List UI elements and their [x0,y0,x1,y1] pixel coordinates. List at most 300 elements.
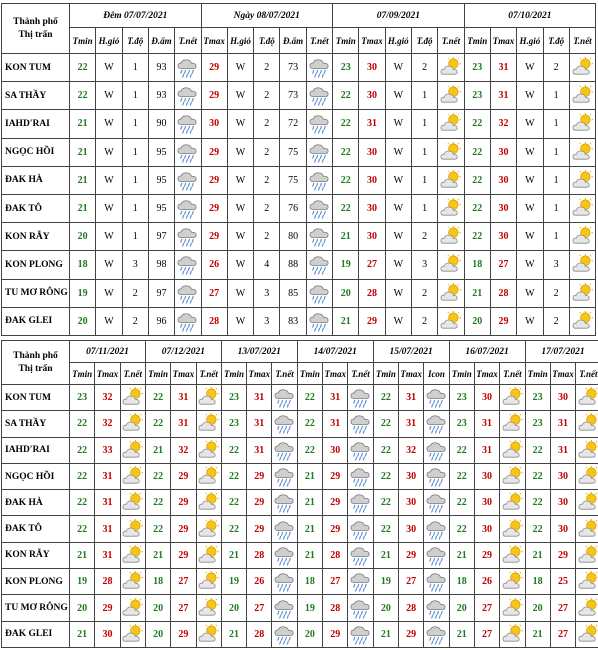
tmin-value: 22 [297,385,322,411]
table-row [2,463,598,489]
cloud-rain-icon [425,466,447,487]
tmax-value: 29 [201,166,227,194]
tmin-value: 18 [145,569,170,595]
cloud-rain-icon [349,545,371,566]
weather-icon-cell [500,463,525,489]
weather-icon-cell [438,223,464,251]
sun-cloud-icon [439,170,462,191]
tmax-value: 29 [201,223,227,251]
tmax-value: 29 [398,621,423,647]
city-header [2,341,70,385]
weather-icon-cell [272,411,297,437]
weather-icon-cell [569,251,595,279]
weather-icon-cell [576,385,598,411]
weather-icon-cell [175,82,201,110]
weather-icon-cell [438,307,464,335]
weather-icon-cell [196,385,221,411]
city-name: ĐAK TÔ [2,516,70,542]
wind-direction: W [96,138,122,166]
column-header: Tmin [70,28,96,54]
tmax-value: 32 [490,110,516,138]
cloud-rain-icon [425,440,447,461]
weather-icon-cell [272,542,297,568]
tmax-value: 27 [550,595,575,621]
tmax-value: 30 [474,463,499,489]
weather-icon-cell [576,463,598,489]
sun-cloud-icon [198,598,220,619]
wind-direction: W [517,82,543,110]
weather-icon-cell [576,490,598,516]
table-row [2,279,596,307]
weather-icon-cell [175,279,201,307]
tmax-value: 29 [490,307,516,335]
humidity-value: 97 [148,223,174,251]
tmax-value: 29 [323,490,348,516]
tmax-value: 28 [323,542,348,568]
tmax-value: 31 [171,385,196,411]
tmax-value: 29 [550,542,575,568]
tmax-value: 28 [247,621,272,647]
wind-direction: W [517,166,543,194]
tmax-value: 27 [201,279,227,307]
weather-icon-cell [348,542,373,568]
tmin-value: 20 [70,223,96,251]
tmin-value: 22 [297,437,322,463]
weather-icon-cell [348,621,373,647]
cloud-rain-icon [176,57,199,78]
sun-cloud-icon [571,198,594,219]
weather-icon-cell [438,194,464,222]
weather-icon-cell [438,138,464,166]
sun-cloud-icon [571,254,594,275]
wind-level: 2 [254,110,280,138]
tmin-value: 18 [70,251,96,279]
tmin-value: 20 [464,307,490,335]
tmax-value: 25 [550,569,575,595]
cloud-rain-icon [308,142,331,163]
cloud-rain-icon [176,283,199,304]
tmin-value: 21 [297,542,322,568]
table-row [2,307,596,335]
tmax-value: 30 [398,463,423,489]
tmax-value: 31 [398,411,423,437]
city-header-line1: Thành phố [13,350,58,361]
tmin-value: 22 [449,490,474,516]
cloud-rain-icon [349,466,371,487]
weather-icon-cell [576,411,598,437]
tmin-value: 22 [70,82,96,110]
city-name: ĐAK TÔ [2,194,70,222]
weather-icon-cell [500,490,525,516]
humidity-value: 88 [280,251,306,279]
tmin-value: 21 [297,463,322,489]
tmin-value: 22 [464,110,490,138]
tmax-value: 28 [359,279,385,307]
tmax-value: 31 [359,110,385,138]
weather-icon-cell [272,621,297,647]
weather-icon-cell [348,516,373,542]
wind-level: 1 [122,82,148,110]
wind-level: 3 [254,307,280,335]
tmax-value: 26 [474,569,499,595]
tmin-value: 22 [449,463,474,489]
wind-level: 2 [122,307,148,335]
tmin-value: 22 [297,411,322,437]
tmax-value: 29 [171,463,196,489]
weather-icon-cell [120,621,145,647]
sun-cloud-icon [577,624,598,645]
weather-icon-cell [424,437,449,463]
weather-icon-cell [196,569,221,595]
wind-level: 2 [411,223,437,251]
tmin-value: 23 [464,54,490,82]
tmax-value: 30 [490,223,516,251]
weather-icon-cell [438,166,464,194]
tmin-value: 21 [145,542,170,568]
weather-icon-cell [306,194,332,222]
wind-direction: W [227,110,253,138]
weather-icon-cell [196,437,221,463]
wind-level: 2 [254,166,280,194]
column-header: H.gió [227,28,253,54]
tmax-value: 31 [95,516,120,542]
humidity-value: 83 [280,307,306,335]
weather-icon-cell [576,595,598,621]
column-header: Tmax [201,28,227,54]
tmin-value: 19 [297,595,322,621]
humidity-value: 85 [280,279,306,307]
day-header: 15/07/2021 [373,341,449,363]
weather-icon-cell [120,411,145,437]
cloud-rain-icon [273,545,295,566]
cloud-rain-icon [349,492,371,513]
column-header-row [2,363,598,385]
table-row [2,194,596,222]
weather-icon-cell [500,385,525,411]
cloud-rain-icon [349,598,371,619]
weather-icon-cell [272,463,297,489]
weather-icon-cell [424,411,449,437]
day-header-row [2,4,596,28]
weather-icon-cell [120,516,145,542]
sun-cloud-icon [577,492,598,513]
tmax-value: 30 [474,385,499,411]
humidity-value: 95 [148,138,174,166]
humidity-value: 80 [280,223,306,251]
cloud-rain-icon [308,170,331,191]
tmin-value: 22 [464,194,490,222]
column-header: H.gió [96,28,122,54]
table-row [2,569,598,595]
weather-icon-cell [424,385,449,411]
cloud-rain-icon [349,624,371,645]
wind-direction: W [385,194,411,222]
tmin-value: 21 [525,621,550,647]
sun-cloud-icon [501,598,523,619]
humidity-value: 95 [148,166,174,194]
table-row [2,437,598,463]
tmax-value: 31 [490,82,516,110]
sun-cloud-icon [122,598,144,619]
city-name: KON TUM [2,385,70,411]
sun-cloud-icon [198,624,220,645]
city-header-line1: Thành phố [13,16,58,27]
column-header: Tmax [323,363,348,385]
weather-icon-cell [424,595,449,621]
cloud-rain-icon [176,311,199,332]
city-name: SA THẦY [2,411,70,437]
cloud-rain-icon [273,571,295,592]
wind-direction: W [227,279,253,307]
cloud-rain-icon [308,226,331,247]
weather-icon-cell [569,82,595,110]
tmin-value: 21 [297,490,322,516]
cloud-rain-icon [176,85,199,106]
city-name: KON TUM [2,54,70,82]
weather-icon-cell [438,54,464,82]
cloud-rain-icon [425,387,447,408]
wind-direction: W [227,54,253,82]
table-row [2,223,596,251]
tmax-value: 29 [201,194,227,222]
weather-icon-cell [120,437,145,463]
column-header: T.nết [500,363,525,385]
table-row [2,138,596,166]
sun-cloud-icon [571,142,594,163]
column-header: Tmin [373,363,398,385]
wind-direction: W [96,307,122,335]
weather-icon-cell [196,411,221,437]
tmin-value: 22 [70,437,95,463]
tmax-value: 29 [95,595,120,621]
tmin-value: 22 [333,166,359,194]
weather-icon-cell [120,595,145,621]
tmax-value: 27 [474,621,499,647]
weather-icon-cell [576,437,598,463]
cloud-rain-icon [349,440,371,461]
humidity-value: 73 [280,54,306,82]
weather-icon-cell [500,542,525,568]
sun-cloud-icon [439,283,462,304]
cloud-rain-icon [308,85,331,106]
cloud-rain-icon [273,413,295,434]
weather-icon-cell [348,385,373,411]
wind-direction: W [385,82,411,110]
tmax-value: 31 [171,411,196,437]
tmax-value: 31 [95,463,120,489]
tmin-value: 23 [464,82,490,110]
weather-icon-cell [438,279,464,307]
sun-cloud-icon [439,198,462,219]
wind-level: 1 [122,194,148,222]
weather-icon-cell [424,463,449,489]
day-header: 07/11/2021 [70,341,146,363]
tmax-value: 28 [95,569,120,595]
weather-icon-cell [120,463,145,489]
tmin-value: 20 [525,595,550,621]
column-header: H.gió [385,28,411,54]
column-header: Tmax [359,28,385,54]
cloud-rain-icon [308,198,331,219]
sun-cloud-icon [501,624,523,645]
weather-icon-cell [500,411,525,437]
cloud-rain-icon [273,624,295,645]
tmin-value: 22 [525,437,550,463]
weather-icon-cell [424,542,449,568]
tmin-value: 18 [525,569,550,595]
tmin-value: 21 [70,110,96,138]
weather-icon-cell [348,595,373,621]
tmax-value: 27 [490,251,516,279]
tmin-value: 21 [145,437,170,463]
humidity-value: 96 [148,307,174,335]
sun-cloud-icon [501,545,523,566]
sun-cloud-icon [501,519,523,540]
cloud-rain-icon [349,413,371,434]
table-row [2,110,596,138]
wind-direction: W [385,251,411,279]
weather-icon-cell [569,166,595,194]
tmin-value: 22 [70,463,95,489]
column-header: Tmin [449,363,474,385]
tmin-value: 20 [145,595,170,621]
tmax-value: 30 [359,82,385,110]
tmin-value: 21 [373,621,398,647]
column-header: T.độ [543,28,569,54]
wind-direction: W [96,54,122,82]
wind-level: 1 [122,223,148,251]
wind-direction: W [517,138,543,166]
tmin-value: 20 [449,595,474,621]
sun-cloud-icon [122,466,144,487]
tmin-value: 22 [221,463,246,489]
table-row [2,542,598,568]
column-header: T.nết [306,28,332,54]
tmin-value: 21 [449,542,474,568]
weather-icon-cell [569,194,595,222]
column-header: Tmin [464,28,490,54]
sun-cloud-icon [571,283,594,304]
tmin-value: 22 [333,110,359,138]
sun-cloud-icon [577,545,598,566]
sun-cloud-icon [577,387,598,408]
tmin-value: 21 [221,621,246,647]
column-header: T.nết [175,28,201,54]
weather-icon-cell [175,110,201,138]
city-name: KON RẪY [2,542,70,568]
city-name: TU MƠ RÔNG [2,595,70,621]
tmin-value: 21 [70,138,96,166]
cloud-rain-icon [176,254,199,275]
weather-icon-cell [196,463,221,489]
wind-direction: W [96,194,122,222]
humidity-value: 93 [148,82,174,110]
sun-cloud-icon [577,466,598,487]
column-header: T.độ [411,28,437,54]
tmax-value: 29 [171,621,196,647]
weather-icon-cell [500,437,525,463]
wind-level: 2 [543,279,569,307]
cloud-rain-icon [349,387,371,408]
tmax-value: 30 [550,385,575,411]
humidity-value: 72 [280,110,306,138]
column-header: H.gió [517,28,543,54]
weather-icon-cell [569,307,595,335]
weather-icon-cell [306,166,332,194]
wind-direction: W [227,166,253,194]
cloud-rain-icon [273,598,295,619]
weather-icon-cell [348,569,373,595]
city-header [2,4,70,54]
weather-icon-cell [306,110,332,138]
wind-direction: W [385,307,411,335]
weather-icon-cell [348,490,373,516]
wind-level: 3 [411,251,437,279]
cloud-rain-icon [176,142,199,163]
cloud-rain-icon [273,387,295,408]
weather-icon-cell [175,251,201,279]
tmax-value: 27 [550,621,575,647]
day-header: Ngày 08/07/2021 [201,4,333,28]
wind-direction: W [385,138,411,166]
tmax-value: 30 [490,166,516,194]
weather-icon-cell [348,463,373,489]
city-name: KON RẪY [2,223,70,251]
tmax-value: 31 [323,385,348,411]
wind-level: 1 [411,166,437,194]
wind-level: 1 [122,166,148,194]
sun-cloud-icon [122,387,144,408]
humidity-value: 93 [148,54,174,82]
weather-icon-cell [306,82,332,110]
cloud-rain-icon [308,254,331,275]
sun-cloud-icon [439,85,462,106]
tmax-value: 29 [201,82,227,110]
tmin-value: 22 [221,516,246,542]
tmin-value: 19 [70,569,95,595]
tmax-value: 31 [550,411,575,437]
tmax-value: 29 [171,490,196,516]
tmin-value: 20 [297,621,322,647]
tmax-value: 29 [359,307,385,335]
tmax-value: 27 [247,595,272,621]
tmin-value: 22 [525,516,550,542]
humidity-value: 76 [280,194,306,222]
tmax-value: 29 [247,490,272,516]
cloud-rain-icon [273,492,295,513]
weather-icon-cell [424,516,449,542]
table-row [2,385,598,411]
tmin-value: 19 [221,569,246,595]
tmin-value: 21 [70,194,96,222]
weather-icon-cell [500,569,525,595]
sun-cloud-icon [577,571,598,592]
tmax-value: 27 [171,569,196,595]
wind-direction: W [517,307,543,335]
tmax-value: 30 [359,54,385,82]
tmax-value: 26 [247,569,272,595]
wind-level: 3 [122,251,148,279]
tmin-value: 22 [145,463,170,489]
sun-cloud-icon [439,142,462,163]
column-header: Tmax [171,363,196,385]
tmin-value: 22 [464,166,490,194]
tmin-value: 23 [333,54,359,82]
wind-direction: W [96,279,122,307]
city-name: KON PLONG [2,251,70,279]
wind-direction: W [227,251,253,279]
tmax-value: 30 [474,516,499,542]
